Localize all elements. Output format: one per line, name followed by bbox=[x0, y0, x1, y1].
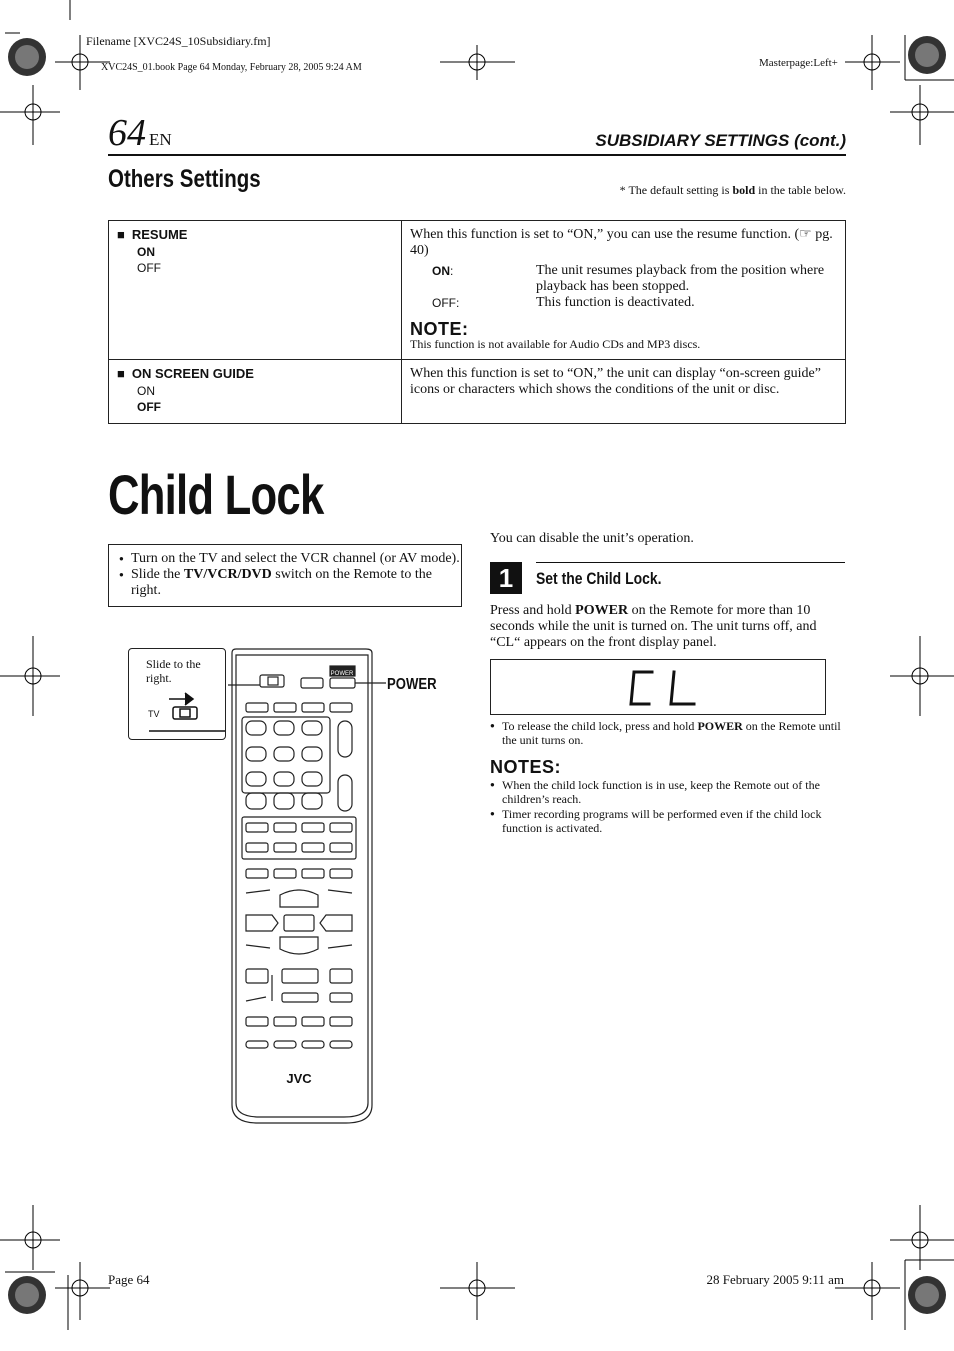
remote-callout-box bbox=[128, 648, 226, 740]
notes-heading: NOTES: bbox=[490, 757, 562, 777]
jvc-logo: JVC bbox=[286, 1071, 312, 1086]
child-lock-title: Child Lock bbox=[108, 463, 324, 526]
option-value: ON bbox=[137, 384, 155, 398]
header-bookline: XVC24S_01.book Page 64 Monday, February 28, 2005 9:24 AM bbox=[101, 62, 362, 73]
setting-name: ■ RESUME bbox=[117, 227, 188, 242]
callout-text: Slide to the right. bbox=[146, 657, 201, 685]
table-row bbox=[109, 221, 846, 360]
page-lang: EN bbox=[149, 130, 172, 149]
page-number-block bbox=[108, 113, 172, 153]
child-lock-intro: You can disable the unit’s operation. bbox=[490, 531, 694, 546]
power-callout-label: POWER bbox=[387, 676, 437, 693]
setting-name-cell bbox=[109, 360, 402, 424]
option-value: ON bbox=[137, 245, 155, 259]
list-item: ● When the child lock function is in use, keep the Remote out of the children’s reach. bbox=[490, 778, 846, 806]
others-settings-table bbox=[108, 220, 846, 424]
step-rule bbox=[536, 562, 845, 563]
option-detail-off: OFF: This function is deactivated. bbox=[432, 295, 695, 310]
setting-name-cell bbox=[109, 221, 402, 360]
setting-desc: When this function is set to “ON,” the unit can display “on-screen guide” icons or characters which shows the conditions of the unit or disc. bbox=[410, 366, 821, 397]
step-title: Set the Child Lock. bbox=[536, 569, 662, 588]
tv-label: TV bbox=[148, 709, 160, 719]
setting-desc: When this function is set to “ON,” you can use the resume function. (☞ pg. 40) bbox=[410, 227, 833, 258]
header-filename: Filename [XVC24S_10Subsidiary.fm] bbox=[86, 34, 271, 48]
setting-name: ■ ON SCREEN GUIDE bbox=[117, 366, 254, 381]
option-value: OFF bbox=[137, 261, 161, 275]
setting-desc-cell bbox=[402, 360, 846, 424]
others-settings-title: Others Settings bbox=[108, 165, 261, 193]
step-number-badge: 1 bbox=[490, 562, 522, 594]
front-display-panel bbox=[490, 659, 826, 715]
header-masterpage: Masterpage:Left+ bbox=[759, 57, 838, 69]
footer-date: 28 February 2005 9:11 am bbox=[706, 1272, 844, 1287]
page-number: 64 bbox=[108, 112, 146, 154]
release-note: ● To release the child lock, press and hold POWER on the Remote until the unit turns on. bbox=[490, 719, 842, 747]
table-row bbox=[109, 360, 846, 424]
notes-list bbox=[490, 778, 846, 835]
cl-segment-display bbox=[626, 666, 726, 710]
step-instruction: Press and hold POWER on the Remote for more than 10 seconds while the unit is turned on. The unit turns off, and “CL“ appears on the front display panel. bbox=[490, 603, 817, 650]
power-button-label: POWER bbox=[330, 671, 354, 677]
section-title: SUBSIDIARY SETTINGS (cont.) bbox=[595, 131, 846, 150]
header-rule bbox=[108, 154, 846, 156]
footer-page: Page 64 bbox=[108, 1272, 150, 1287]
prep-item: ● Slide the TV/VCR/DVD switch on the Remote to the right. bbox=[119, 567, 461, 599]
option-value: OFF bbox=[137, 400, 161, 414]
option-detail-on: ON: The unit resumes playback from the position where playback has been stopped. bbox=[432, 263, 825, 294]
switch-detail-icon bbox=[129, 689, 225, 739]
remote-control-illustration bbox=[226, 645, 441, 1130]
preparation-box bbox=[108, 544, 462, 607]
prep-item: ● Turn on the TV and select the VCR channel (or AV mode). bbox=[119, 551, 461, 567]
list-item: ● Timer recording programs will be performed even if the child lock function is activated. bbox=[490, 807, 846, 835]
note-heading: NOTE: bbox=[410, 319, 469, 339]
note-text: This function is not available for Audio CDs and MP3 discs. bbox=[410, 337, 701, 351]
default-setting-note: * The default setting is bold in the table below. bbox=[619, 183, 846, 197]
setting-desc-cell bbox=[402, 221, 846, 360]
